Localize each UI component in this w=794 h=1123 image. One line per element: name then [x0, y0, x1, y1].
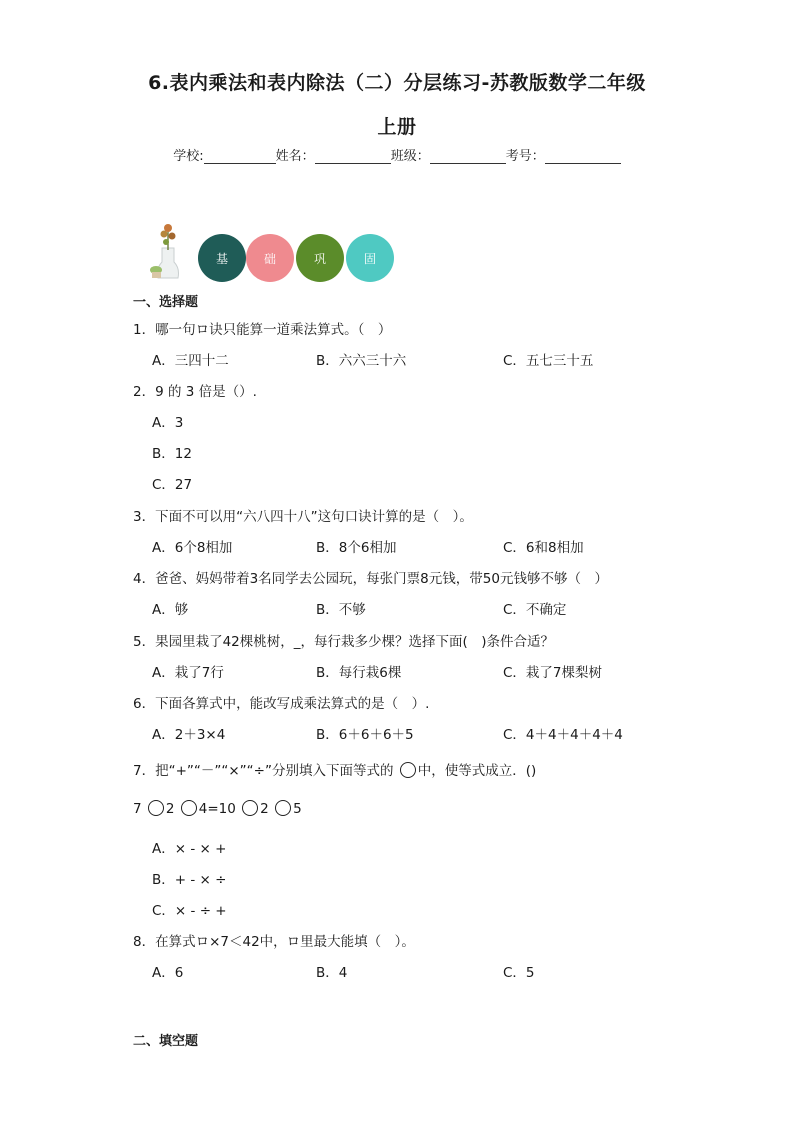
question-3-option-b[interactable]: B．8个6相加: [316, 540, 397, 556]
question-8-stem: 8．在算式ロ×7＜42中，ロ里最大能填（ ）。: [133, 934, 415, 950]
question-6-option-b[interactable]: B．6＋6＋6＋5: [316, 727, 414, 743]
question-7-stem-text: 7．把“+”“－”“×”“÷”分别填入下面等式的: [133, 763, 394, 779]
question-3-stem: 3．下面不可以用“六八四十八”这句口诀计算的是（ ）。: [133, 509, 473, 525]
badge-circle-4: [346, 234, 394, 282]
question-7-option-c[interactable]: C．× - ÷ +: [152, 903, 227, 919]
question-6-option-a[interactable]: A．2＋3×4: [152, 727, 226, 743]
class-label: 班级：: [390, 149, 430, 164]
badge-circle-2: [246, 234, 294, 282]
exam-no-blank[interactable]: [545, 149, 621, 164]
badge-circle-1: [198, 234, 246, 282]
badge-char-1: 基: [215, 251, 228, 266]
question-7-equation: [133, 800, 302, 817]
exam-no-label: 考号：: [505, 149, 545, 164]
badge-char-3: 巩: [313, 251, 326, 266]
question-6-stem: 6．下面各算式中，能改写成乘法算式的是（ ）.: [133, 696, 430, 712]
question-6-option-c[interactable]: C．4＋4＋4＋4＋4: [503, 727, 623, 743]
blank-circle-icon: [400, 762, 416, 778]
section-title-fill: 二、填空题: [133, 1034, 199, 1049]
question-7-stem: [133, 759, 536, 779]
question-4-option-b[interactable]: B．不够: [316, 602, 366, 618]
name-label: 姓名：: [275, 149, 315, 164]
question-3-option-a[interactable]: A．6个8相加: [152, 540, 233, 556]
question-8-option-c[interactable]: C．5: [503, 965, 535, 981]
equation-term: 7: [133, 801, 142, 817]
question-3-option-c[interactable]: C．6和8相加: [503, 540, 584, 556]
name-blank[interactable]: [315, 149, 391, 164]
question-5-option-c[interactable]: C．栽了7棵梨树: [503, 665, 603, 681]
equation-term: 2: [165, 801, 175, 817]
operator-circle-2[interactable]: [181, 800, 197, 816]
equation-term: 5: [293, 801, 302, 817]
question-5-option-a[interactable]: A．栽了7行: [152, 665, 224, 681]
question-8-option-a[interactable]: A．6: [152, 965, 184, 981]
question-5-stem: 5．果园里栽了42棵桃树，_，每行栽多少棵？选择下面( )条件合适？: [133, 634, 555, 650]
badge-char-2: 础: [263, 251, 276, 266]
question-7-stem-tail: 中，使等式成立．(): [417, 763, 537, 779]
question-7-option-a[interactable]: A．× - × +: [152, 841, 227, 857]
page-title: 6.表内乘法和表内除法（二）分层练习-苏教版数学二年级: [148, 72, 646, 94]
operator-circle-3[interactable]: [242, 800, 258, 816]
question-2-option-b[interactable]: B．12: [152, 446, 192, 462]
school-blank[interactable]: [204, 149, 276, 164]
class-blank[interactable]: [430, 149, 506, 164]
page-title-line2: 上册: [377, 116, 417, 138]
badge-circle-3: [296, 234, 344, 282]
school-label: 学校:: [173, 149, 204, 164]
question-2-stem: 2．9 的 3 倍是（）.: [133, 384, 257, 400]
badge-char-4: 固: [363, 251, 376, 266]
question-1-option-b[interactable]: B．六六三十六: [316, 353, 407, 369]
operator-circle-4[interactable]: [275, 800, 291, 816]
question-4-option-a[interactable]: A．够: [152, 602, 189, 618]
question-2-option-a[interactable]: A．3: [152, 415, 184, 431]
question-2-option-c[interactable]: C．27: [152, 477, 193, 493]
question-7-option-b[interactable]: B．+ - × ÷: [152, 872, 227, 888]
student-info-line: [0, 145, 794, 164]
equation-term: 2: [260, 801, 269, 817]
section-title-choice: 一、选择题: [133, 295, 199, 310]
question-4-option-c[interactable]: C．不确定: [503, 602, 567, 618]
operator-circle-1[interactable]: [148, 800, 164, 816]
question-5-option-b[interactable]: B．每行栽6棵: [316, 665, 402, 681]
plant-vase-icon: [148, 222, 188, 282]
question-8-option-b[interactable]: B．4: [316, 965, 348, 981]
question-1-option-c[interactable]: C．五七三十五: [503, 353, 594, 369]
question-1-option-a[interactable]: A．三四十二: [152, 353, 229, 369]
equation-term: 4=10: [198, 801, 236, 817]
question-1-stem: 1．哪一句ロ诀只能算一道乘法算式。（ ）: [133, 322, 392, 338]
question-4-stem: 4．爸爸、妈妈带着3名同学去公园玩，每张门票8元钱，带50元钱够不够（ ）: [133, 571, 608, 587]
